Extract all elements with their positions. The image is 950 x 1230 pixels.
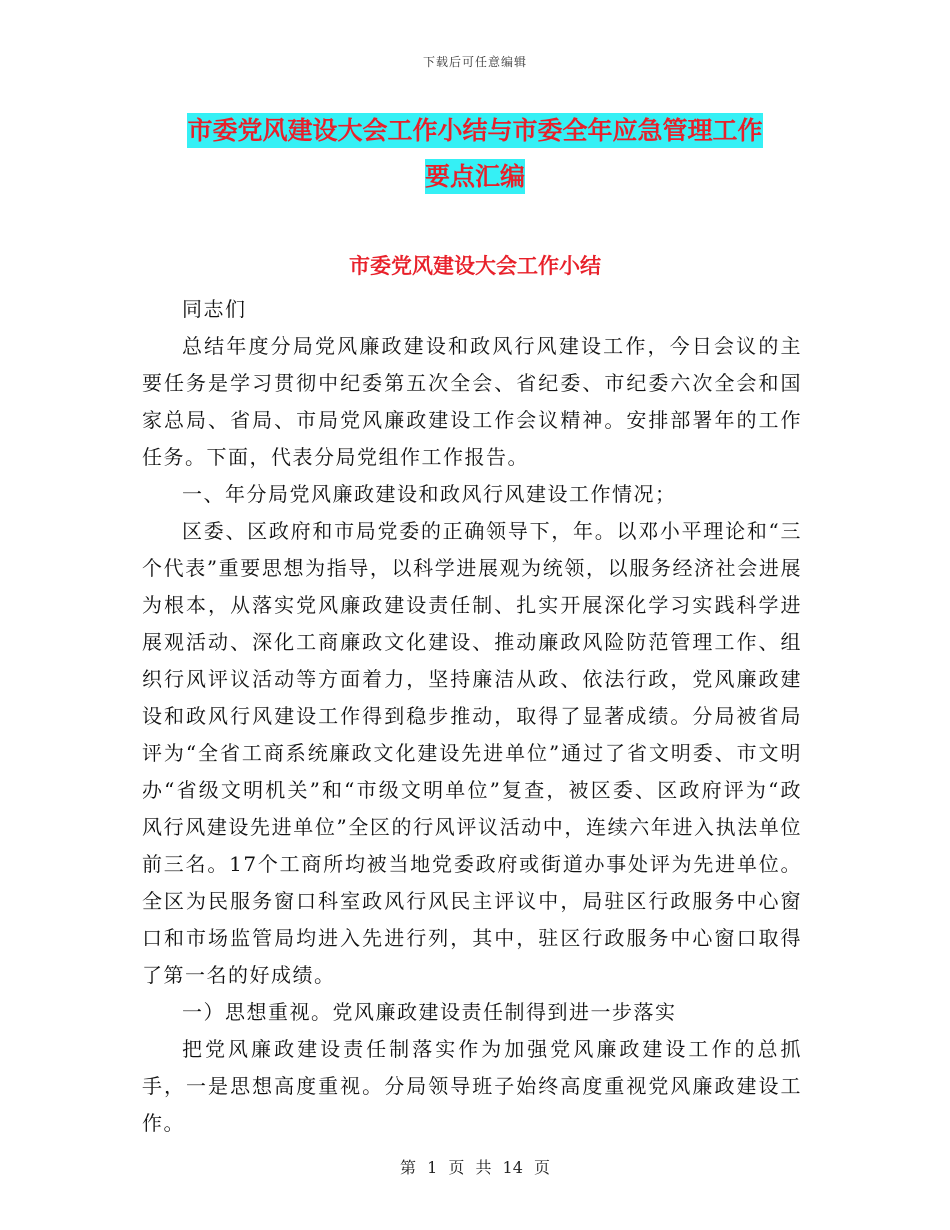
body-paragraph: 区委、区政府和市局党委的正确领导下，年。以邓小平理论和“三个代表”重要思想为指导，以科学进展观为统领，以服务经济社会进展为根本，从落实党风廉政建设责任制、扎实开展深化学习实践科学进展观活动、深化工商廉政文化建设、推动廉政风险防范管理工作、组织行风评议活动等方面着力，坚持廉洁从政、依法行政，党风廉政建设和政风行风建设工作得到稳步推动，取得了显著成绩。分局被省局评为“全省工商系统廉政文化建设先进单位”通过了省文明委、市文明办“省级文明机关”和“市级文明单位”复查，被区委、区政府评为“政风行风建设先进单位”全区的行风评议活动中，连续六年进入执法单位前三名。17个工商所均被当地党委政府或街道办事处评为先进单位。全区为民服务窗口科室政风行风民主评议中，局驻区行政服务中心窗口和市场监管局均进入先进行列，其中，驻区行政服务中心窗口取得了第一名的好成绩。: [142, 519, 802, 987]
subheading-paragraph: 一）思想重视。党风廉政建设责任制得到进一步落实: [182, 1000, 677, 1024]
body-paragraph: 把党风廉政建设责任制落实作为加强党风廉政建设工作的总抓手，一是思想高度重视。分局领导班子始终高度重视党风廉政建设工作。: [142, 1037, 802, 1135]
section-title: 市委党风建设大会工作小结: [349, 253, 601, 278]
title-line-2: 要点汇编: [425, 159, 525, 194]
page-header-note: 下载后可任意编辑: [422, 55, 527, 69]
title-line-1: 市委党风建设大会工作小结与市委全年应急管理工作: [187, 113, 762, 148]
document-title: [0, 108, 950, 200]
salutation-paragraph: 同志们: [182, 297, 247, 321]
body-text: [142, 291, 802, 1142]
body-paragraph: 总结年度分局党风廉政建设和政风行风建设工作，今日会议的主要任务是学习贯彻中纪委第五次全会、省纪委、市纪委六次全会和国家总局、省局、市局党风廉政建设工作会议精神。安排部署年的工作任务。下面，代表分局党组作工作报告。: [142, 334, 802, 469]
page-number-footer: 第 1 页 共 14 页: [400, 1158, 550, 1177]
heading-paragraph: 一、年分局党风廉政建设和政风行风建设工作情况；: [182, 482, 677, 506]
